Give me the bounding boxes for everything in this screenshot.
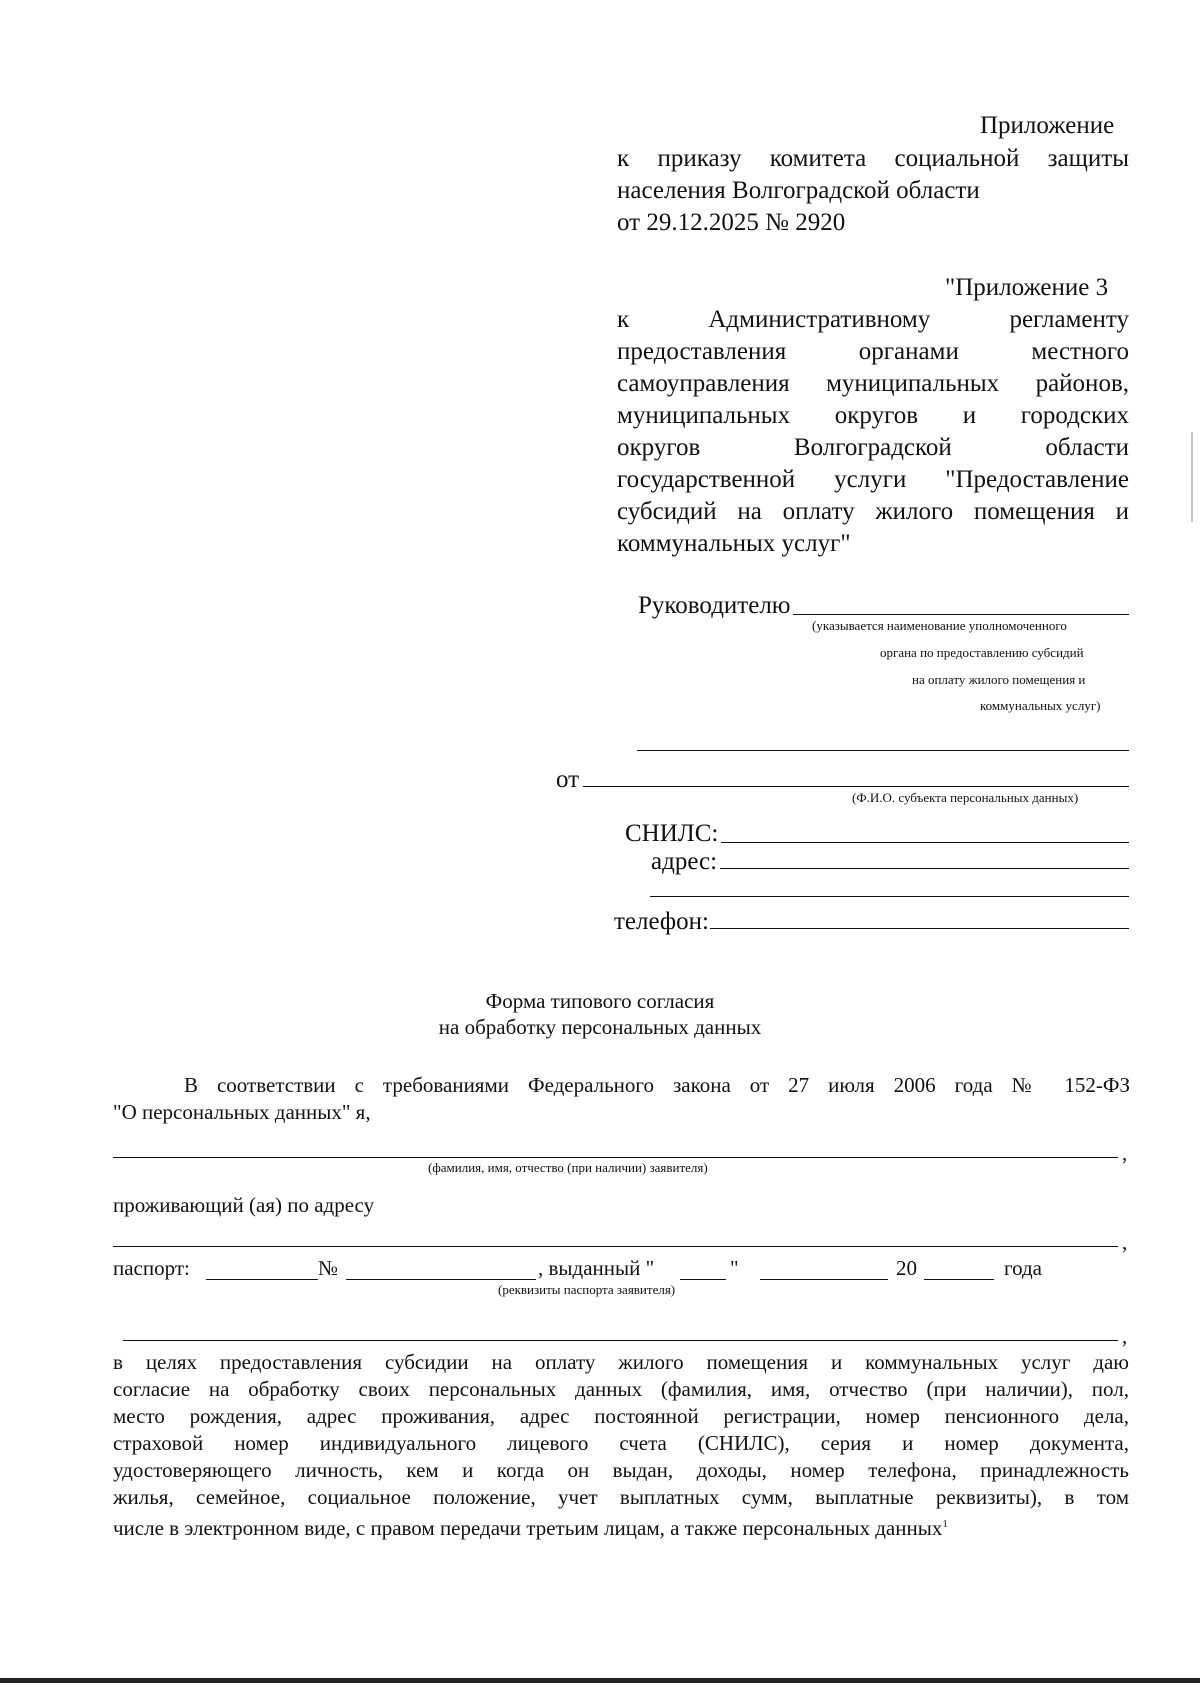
residing-label: проживающий (ая) по адресу [113,1193,375,1217]
phone-line [710,928,1129,929]
order-ref-line-3: от 29.12.2025 № 2920 [617,209,846,236]
residing-comma: , [1122,1230,1128,1254]
intro-line-1: В соответствии с требованиями Федерального закона от 27 июля 2006 года № 152-ФЗ [184,1073,1130,1097]
scan-edge-mark [1191,432,1193,522]
address-line-2 [650,896,1129,897]
to-hint-line: на оплату жилого помещения и [912,672,1086,687]
consent-line: место рождения, адрес проживания, адрес постоянной регистрации, номер пенсионного дела, [113,1404,1129,1428]
to-line [793,614,1129,615]
appendix3-line: государственной услуги "Предоставление [617,466,1129,493]
quote-close: " [730,1256,739,1280]
name-hint: (фамилия, имя, отчество (при наличии) заявителя) [428,1160,708,1175]
issued-day-line [680,1279,726,1280]
consent-last-line-text: числе в электронном виде, с правом передачи третьим лицам, а также персональных данных [113,1516,943,1540]
to-hint-line: органа по предоставлению субсидий [880,645,1084,660]
appendix3-line: округов Волгоградской области [617,434,1129,461]
from-line [583,786,1129,787]
appendix3-line: самоуправления муниципальных районов, [617,370,1129,397]
to-label: Руководителю [638,592,791,619]
phone-label: телефон: [614,908,709,935]
passport-number-label: № [318,1256,339,1280]
issued-month-line [760,1279,888,1280]
consent-last-line [113,1511,948,1541]
passport-issued-label: , выданный " [538,1256,655,1280]
name-line [113,1157,1118,1158]
year-prefix: 20 [896,1256,917,1280]
consent-line: жилья, семейное, социальное положение, учет выплатных сумм, выплатные реквизиты), в том [113,1485,1129,1509]
appendix3-line: субсидий на оплату жилого помещения и [617,498,1129,525]
order-ref-line-2: населения Волгоградской области [617,177,980,204]
address-line [720,868,1129,869]
to-line-2 [637,750,1129,751]
to-hint-line: (указывается наименование уполномоченного [812,618,1067,633]
passport-comma: , [1122,1324,1128,1348]
passport-number-line [346,1279,536,1280]
order-ref-line-1: к приказу комитета социальной защиты [617,145,1129,172]
consent-line: в целях предоставления субсидии на оплату жилого помещения и коммунальных услуг даю [113,1350,1129,1374]
form-title-line-1: Форма типового согласия [485,989,715,1013]
consent-line: удостоверяющего личность, кем и когда он выдан, доходы, номер телефона, принадлежность [113,1458,1129,1482]
from-label: от [556,766,580,793]
appendix3-title: "Приложение 3 [945,274,1109,301]
year-label: года [1004,1256,1042,1280]
appendix3-line: муниципальных округов и городских [617,402,1129,429]
residing-line [113,1246,1118,1247]
issued-year-line [924,1279,994,1280]
passport-line-2 [123,1340,1118,1341]
appendix3-line: коммунальных услуг" [617,530,851,557]
to-hint-line: коммунальных услуг) [980,698,1101,713]
passport-label: паспорт: [113,1256,190,1280]
form-title-line-2: на обработку персональных данных [438,1015,762,1039]
appendix3-line: предоставления органами местного [617,338,1129,365]
from-hint: (Ф.И.О. субъекта персональных данных) [852,790,1079,805]
name-comma: , [1122,1141,1128,1165]
consent-line: страховой номер индивидуального лицевого счета (СНИЛС), серия и номер документа, [113,1431,1129,1455]
address-label: адрес: [651,848,718,875]
consent-line: согласие на обработку своих персональных данных (фамилия, имя, отчество (при наличии), пол, [113,1377,1129,1401]
scan-bottom-bar [0,1678,1200,1683]
footnote-mark: 1 [942,1518,948,1530]
appendix3-line: к Административному регламенту [617,306,1129,333]
passport-series-line [206,1279,318,1280]
passport-hint: (реквизиты паспорта заявителя) [498,1282,676,1297]
snils-label: СНИЛС: [625,820,719,847]
snils-line [721,842,1129,843]
attachment-title: Приложение [980,112,1115,139]
intro-line-2: "О персональных данных" я, [113,1100,371,1124]
